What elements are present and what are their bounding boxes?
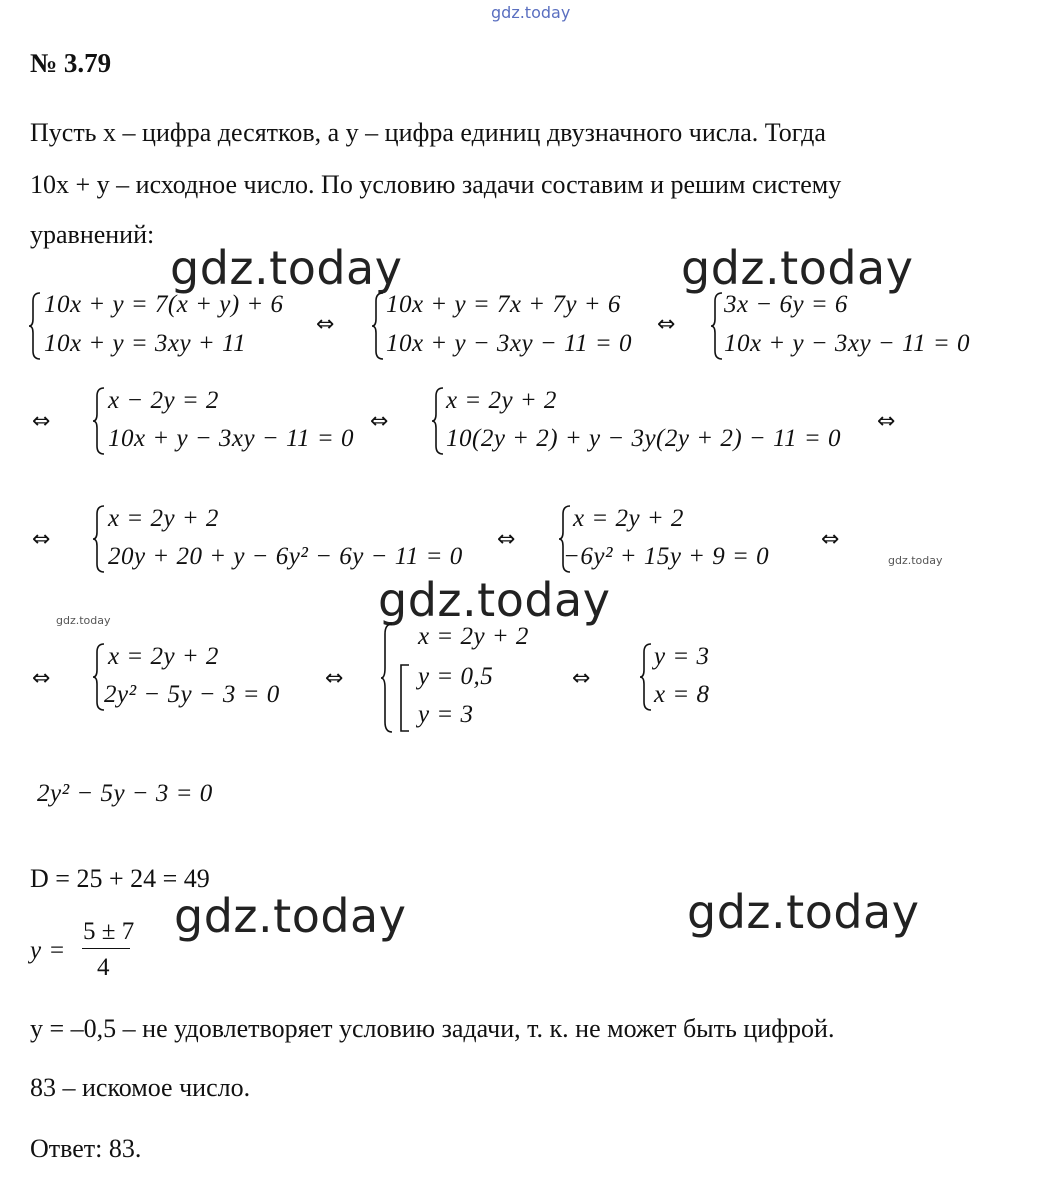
brace-icon (431, 386, 445, 456)
system-10-eq-2: x = 8 (654, 681, 710, 708)
system-3-eq-1: 3x − 6y = 6 (724, 291, 848, 318)
watermark-big: gdz.today (681, 241, 914, 295)
problem-number: № 3.79 (30, 48, 112, 78)
intro-line-3: уравнений: (30, 220, 155, 249)
watermark-small: gdz.today (56, 614, 111, 627)
root-formula-denominator: 4 (97, 954, 110, 981)
equivalence-arrow-icon: ⇔ (657, 312, 676, 337)
watermark-top: gdz.today (491, 3, 571, 22)
system-7-eq-1: x = 2y + 2 (573, 505, 684, 532)
discriminant: D = 25 + 24 = 49 (30, 864, 210, 893)
system-1-eq-1: 10x + y = 7(x + y) + 6 (44, 291, 284, 318)
brace-icon (710, 291, 724, 361)
conclusion-line-1: y = –0,5 – не удовлетворяет условию задачи, т. к. не может быть цифрой. (30, 1014, 835, 1043)
equivalence-arrow-icon: ⇔ (316, 312, 335, 337)
equivalence-arrow-icon: ⇔ (572, 666, 591, 691)
watermark-small: gdz.today (888, 554, 943, 567)
brace-icon (92, 386, 106, 456)
system-9-root-1: y = 0,5 (418, 663, 494, 690)
system-6-eq-1: x = 2y + 2 (108, 505, 219, 532)
system-10-eq-1: y = 3 (654, 643, 710, 670)
watermark-big: gdz.today (378, 573, 611, 627)
watermark-big: gdz.today (170, 241, 403, 295)
intro-line-1: Пусть x – цифра десятков, а y – цифра единиц двузначного числа. Тогда (30, 118, 826, 147)
system-2-eq-2: 10x + y − 3xy − 11 = 0 (386, 330, 633, 357)
equivalence-arrow-icon: ⇔ (32, 666, 51, 691)
system-1-eq-2: 10x + y = 3xy + 11 (44, 330, 247, 357)
system-4-eq-1: x − 2y = 2 (108, 387, 219, 414)
system-8-eq-2: 2y² − 5y − 3 = 0 (104, 681, 280, 708)
system-8-eq-1: x = 2y + 2 (108, 643, 219, 670)
conclusion-line-2: 83 – искомое число. (30, 1073, 251, 1102)
brace-icon (28, 291, 42, 361)
intro-line-2: 10x + y – исходное число. По условию задачи составим и решим систему (30, 170, 842, 199)
quadratic-equation: 2y² − 5y − 3 = 0 (37, 780, 213, 807)
answer: Ответ: 83. (30, 1134, 142, 1163)
system-9-eq-1: x = 2y + 2 (418, 623, 529, 650)
root-formula-lhs: y = (30, 937, 66, 964)
brace-icon (92, 504, 106, 574)
watermark-big: gdz.today (174, 889, 407, 943)
equivalence-arrow-icon: ⇔ (32, 527, 51, 552)
system-6-eq-2: 20y + 20 + y − 6y² − 6y − 11 = 0 (108, 543, 463, 570)
fraction-bar (82, 948, 130, 949)
system-4-eq-2: 10x + y − 3xy − 11 = 0 (108, 425, 355, 452)
root-formula-numerator: 5 ± 7 (83, 918, 135, 945)
equivalence-arrow-icon: ⇔ (325, 666, 344, 691)
equivalence-arrow-icon: ⇔ (370, 409, 389, 434)
brace-icon (371, 291, 385, 361)
watermark-big: gdz.today (687, 885, 920, 939)
system-5-eq-2: 10(2y + 2) + y − 3y(2y + 2) − 11 = 0 (446, 425, 842, 452)
brace-icon (380, 622, 394, 734)
equivalence-arrow-icon: ⇔ (32, 409, 51, 434)
system-9-root-2: y = 3 (418, 701, 474, 728)
system-7-eq-2: −6y² + 15y + 9 = 0 (563, 543, 770, 570)
equivalence-arrow-icon: ⇔ (821, 527, 840, 552)
system-2-eq-1: 10x + y = 7x + 7y + 6 (386, 291, 621, 318)
equivalence-arrow-icon: ⇔ (497, 527, 516, 552)
bracket-icon (399, 663, 411, 733)
equivalence-arrow-icon: ⇔ (877, 409, 896, 434)
brace-icon (639, 642, 653, 712)
system-3-eq-2: 10x + y − 3xy − 11 = 0 (724, 330, 971, 357)
system-5-eq-1: x = 2y + 2 (446, 387, 557, 414)
